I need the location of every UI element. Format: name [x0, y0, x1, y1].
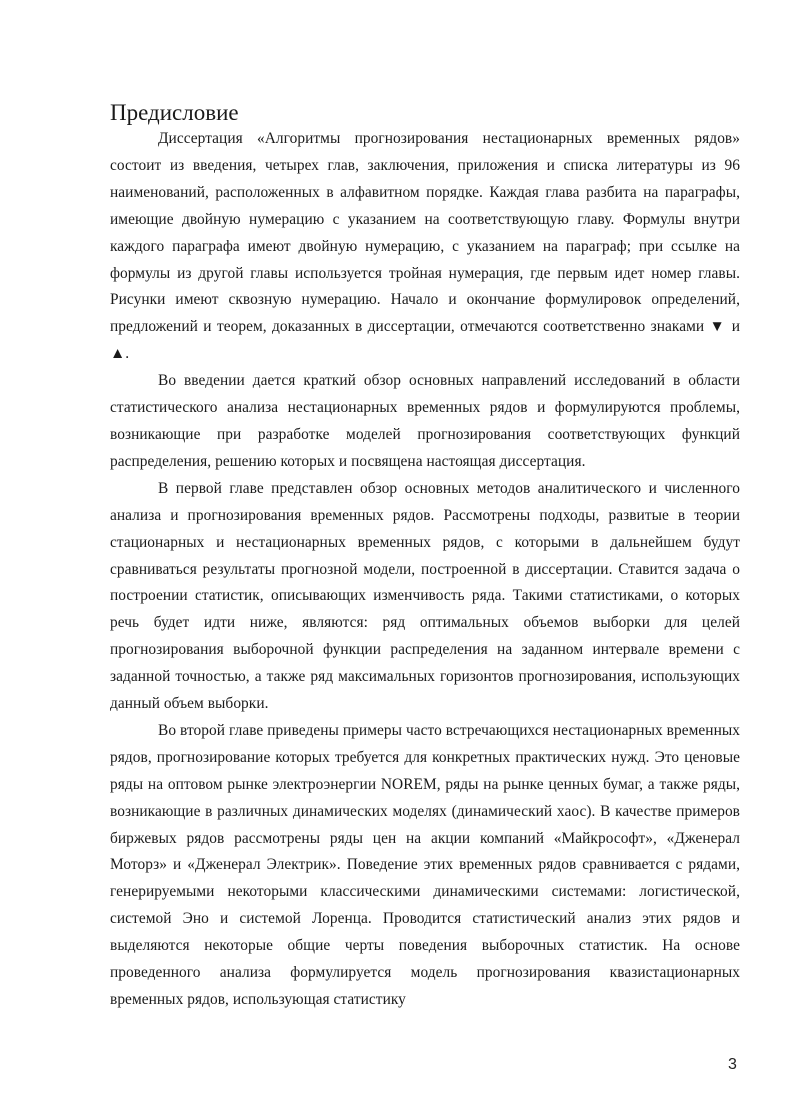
- page-title: Предисловие: [110, 100, 239, 125]
- body-text: [110, 126, 740, 1014]
- page-number: 3: [728, 1056, 737, 1073]
- paragraph-chapter-two: Во второй главе приведены примеры часто встречающихся нестационарных временных рядов, прогнозирование которых требуется для конкретных практических нужд. Это ценовые ряды на оптовом рынке электроэнергии NOREM, ряды на рынке ценных бумаг, а также ряды, возникающие в различных динамических моделях (динамический хаос). В качестве примеров биржевых рядов рассмотрены ряды цен на акции компаний «Майкрософт», «Дженерал Моторз» и «Дженерал Электрик». Поведение этих временных рядов сравнивается с рядами, генерируемыми некоторыми классическими динамическими системами: логистической, системой Эно и системой Лоренца. Проводится статистический анализ этих рядов и выделяются некоторые общие черты поведения выборочных статистик. На основе проведенного анализа формулируется модель прогнозирования квазистационарных временных рядов, использующая статистику: [110, 721, 740, 1008]
- paragraph-preface-structure: Диссертация «Алгоритмы прогнозирования нестационарных временных рядов» состоит из введения, четырех глав, заключения, приложения и списка литературы из 96 наименований, расположенных в алфавитном порядке. Каждая глава разбита на параграфы, имеющие двойную нумерацию с указанием на соответствующую главу. Формулы внутри каждого параграфа имеют двойную нумерацию, с указанием на параграф; при ссылке на формулы из другой главы используется тройная нумерация, где первым идет номер главы. Рисунки имеют сквозную нумерацию. Начало и окончание формулировок определений, предложений и теорем, доказанных в диссертации, отмечаются соответственно знаками ▼ и ▲.: [110, 130, 740, 363]
- paragraph-introduction: Во введении дается краткий обзор основных направлений исследований в области статистического анализа нестационарных временных рядов и формулируются проблемы, возникающие при разработке моделей прогнозирования соответствующих функций распределения, решению которых и посвящена настоящая диссертация.: [110, 372, 740, 470]
- paragraph-chapter-one: В первой главе представлен обзор основных методов аналитического и численного анализа и прогнозирования временных рядов. Рассмотрены подходы, развитые в теории стационарных и нестационарных временных рядов, с которыми в дальнейшем будут сравниваться результаты прогнозной модели, построенной в диссертации. Ставится задача о построении статистик, описывающих изменчивость ряда. Такими статистиками, о которых речь будет идти ниже, являются: ряд оптимальных объемов выборки для целей прогнозирования выборочной функции распределения на заданном интервале времени с заданной точностью, а также ряд максимальных горизонтов прогнозирования, использующих данный объем выборки.: [110, 479, 740, 713]
